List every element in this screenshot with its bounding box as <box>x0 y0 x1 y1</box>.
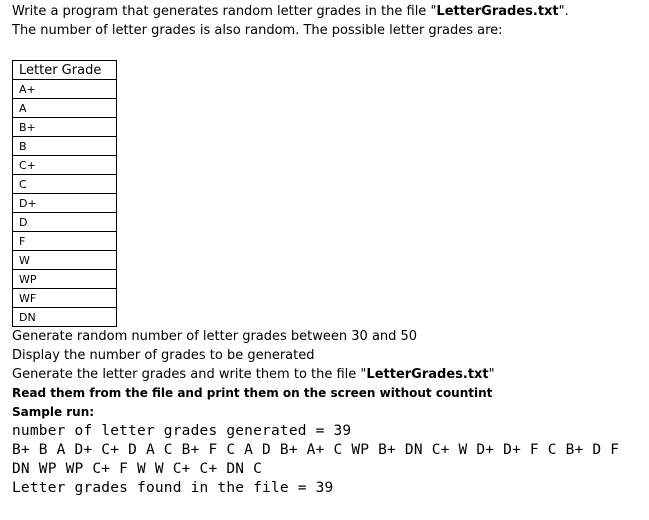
intro-line-2: The number of letter grades is also random. The possible letter grades are: <box>12 23 503 38</box>
table-cell-grade: D <box>13 213 117 232</box>
table-row <box>13 175 117 194</box>
table-cell-grade: DN <box>13 308 117 327</box>
table-row <box>13 80 117 99</box>
table-row <box>13 194 117 213</box>
intro-line-1-prefix: Write a program that generates random letter grades in the file " <box>12 4 437 19</box>
instruction-line-1: Generate random number of letter grades between 30 and 50 <box>12 329 418 344</box>
table-row <box>13 251 117 270</box>
table-cell-grade: W <box>13 251 117 270</box>
intro-filename: LetterGrades.txt <box>436 4 559 19</box>
document <box>12 2 642 498</box>
sample-output-line-1: number of letter grades generated = 39 <box>12 423 352 439</box>
table-row <box>13 270 117 289</box>
table-header-row <box>13 61 117 80</box>
instruction-line-3-prefix: Generate the letter grades and write them to the file " <box>12 367 367 382</box>
table-cell-grade: B <box>13 137 117 156</box>
sample-run-output <box>12 422 642 498</box>
table-cell-grade: WP <box>13 270 117 289</box>
table-cell-grade: D+ <box>13 194 117 213</box>
table-row <box>13 232 117 251</box>
intro-line-1-suffix: ". <box>558 4 569 19</box>
sample-output-line-2: B+ B A D+ C+ D A C B+ F C A D B+ A+ C WP B+ DN C+ W D+ D+ F C B+ D F <box>12 442 620 458</box>
instruction-line-3 <box>12 365 642 384</box>
instruction-line-4: Read them from the file and print them on the screen without countint <box>12 386 493 400</box>
instruction-filename: LetterGrades.txt <box>366 367 489 382</box>
table-row <box>13 156 117 175</box>
table-row <box>13 99 117 118</box>
table-cell-grade: A+ <box>13 80 117 99</box>
sample-run-heading: Sample run: <box>12 405 95 419</box>
table-row <box>13 137 117 156</box>
table-row <box>13 213 117 232</box>
instruction-line-2: Display the number of grades to be generated <box>12 348 315 363</box>
sample-output-line-4: Letter grades found in the file = 39 <box>12 480 334 496</box>
table-cell-grade: F <box>13 232 117 251</box>
table-cell-grade: C <box>13 175 117 194</box>
table-header-letter-grade: Letter Grade <box>13 61 117 80</box>
letter-grade-table <box>12 60 117 327</box>
instructions-block <box>12 327 642 422</box>
instruction-line-3-suffix: " <box>488 367 495 382</box>
table-cell-grade: C+ <box>13 156 117 175</box>
table-row <box>13 289 117 308</box>
sample-output-line-3: DN WP WP C+ F W W C+ C+ DN C <box>12 461 263 477</box>
table-cell-grade: B+ <box>13 118 117 137</box>
table-cell-grade: WF <box>13 289 117 308</box>
intro-line-1 <box>12 2 642 21</box>
table-row <box>13 308 117 327</box>
table-cell-grade: A <box>13 99 117 118</box>
table-row <box>13 118 117 137</box>
